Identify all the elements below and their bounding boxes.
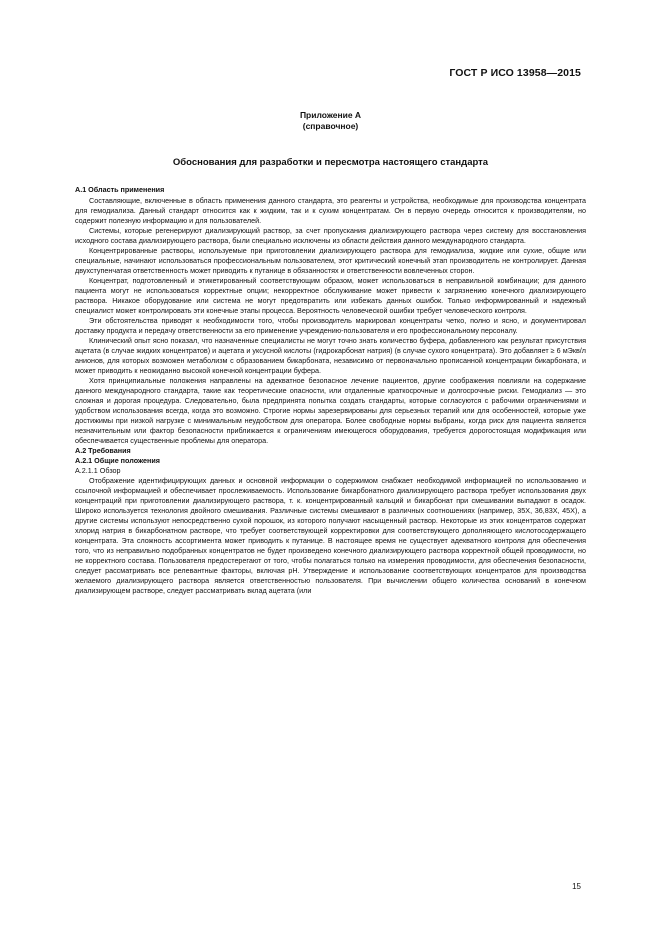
page-number: 15 [572, 882, 581, 891]
paragraph: Системы, которые регенерируют диализирующий раствор, за счет пропускания диализирующего раствора через систему для восстановления исходного состава диализирующего раствора, были специально исключены из области действия данного международного стандарта. [75, 226, 586, 245]
paragraph: Составляющие, включенные в область применения данного стандарта, это реагенты и устройства, необходимые для производства концентрата для гемодиализа. Данный стандарт относится как к жидким, так и к сухим концентратам. Он в первую очередь относится к производителям, но содержит полезную информацию и для пользователей. [75, 196, 586, 225]
appendix-header [0, 110, 661, 132]
appendix-type: (справочное) [302, 121, 359, 131]
paragraph: Эти обстоятельства приводят к необходимости того, чтобы производитель маркировал концентраты четко, полно и ясно, и документировал доставку продукта и передачу ответственности за его применение учреждению-пользователя и его профессиональному персоналу. [75, 316, 586, 335]
document-title: Обоснования для разработки и пересмотра настоящего стандарта [172, 157, 489, 168]
section-heading-a2: А.2 Требования [75, 446, 131, 455]
standard-code: ГОСТ Р ИСО 13958—2015 [449, 67, 581, 79]
paragraph: Концентрированные растворы, используемые при приготовлении диализирующего раствора для гемодиализа, жидкие или сухие, общие или специальные, начинают использоваться профессиональным пользователем, этот критический конечный этап производитель не контролирует. Данная двухступенчатая ответственность может приводить к путанице в обязанностях и ответственности вовлеченных сторон. [75, 246, 586, 275]
section-heading-a211: А.2.1.1 Обзор [75, 466, 121, 475]
paragraph: Концентрат, подготовленный и этикетированный соответствующим образом, может использоваться в неправильной комбинации; для данного пациента могут не использоваться корректные опции; некорректное обслуживание может привести к загрязнению конечного диализирующего раствора. Никакое оборудование или система не могут предотвратить или избежать данных ошибок. Только информированный и надежный специалист может контролировать эти конечные этапы процесса. Вероятность человеческой ошибки требует человеческого контроля. [75, 276, 586, 315]
paragraph: Клинический опыт ясно показал, что назначенные специалисты не могут точно знать количество буфера, добавленного как результат присутствия ацетата (в случае жидких концентратов) и ацетата и уксусной кислоты (гидрокарбонат натрия) (в случае сухого концентрата). Это добавляет ≥ 6 мЭкв/л анионов, для которых возможен метаболизм с образованием бикарбоната, независимо от первоначально прописанной концентрации бикарбоната, и может приводить к неожиданно высокой конечной концентрации буфера. [75, 336, 586, 375]
appendix-label: Приложение А [299, 110, 362, 120]
section-heading-a1: А.1 Область применения [75, 185, 165, 194]
document-body [75, 185, 586, 596]
section-heading-a21: А.2.1 Общие положения [75, 456, 160, 465]
paragraph: Хотя принципиальные положения направлены на адекватное безопасное лечение пациентов, другие соображения повлияли на содержание данного международного стандарта, такие как теоретические опасности, или отдаленные краткосрочные и долгосрочные риски. Гемодиализ — это сложная и дорогая процедура. Следовательно, была предпринята попытка создать стандарты, которые согласуются с рабочими ограничениями и удобством использования всегда, когда это возможно. Строгие нормы зарезервированы для серьезных терапий или для особенностей, которые уже достижимы при низкой нагрузке с минимальным неудобством для оператора. Более свободные нормы выбраны, когда риск для пациента является незначительным или фактор безопасности приближается к ограничениям имеющегося оборудования, требуется дорогостоящая модификация или обеспечивается существенные проблемы для оператора. [75, 376, 586, 445]
paragraph: Отображение идентифицирующих данных и основной информации о содержимом снабжает необходимой информацией по использованию и ссылочной информацией и обеспечивает прослеживаемость. Использование бикарбонатного диализирующего раствора требует использования двух концентраций при приготовлении диализирующего раствора, т. к. концентрированный кальций и бикарбонат при смешивании выпадают в осадок. Широко используется технология двойного смешивания. Различные системы смешивают в различных соотношениях (например, 35X, 36,83X, 45X), а другие системы используют непосредственно сухой порошок, из которого получают насыщенный раствор. Некоторые из этих концентратов содержат хлорид натрия в бикарбонатном растворе, что требует соответствующей корректировки для соответствующего дополняющего кислотосодержащего концентрата. Эта сложность ассортимента может приводить к путанице. В настоящее время не существует адекватного контроля для обеспечения того, что из неправильно подобранных концентратов не будет произведено конечного диализирующего раствора корректной общей проводимости, но не корректного состава. Пользователя предостерегают от того, чтобы полагаться только на измерения проводимости, для обеспечения безопасности, следует рассматривать все релевантные факторы, включая pH. Утверждение и использование соответствующих концентратов для производства желаемого диализирующего раствора является ответственностью пользователя. При вычислении общего количества оснований в конечном диализирующем растворе, следует рассматривать вклад ацетата (или [75, 476, 586, 595]
